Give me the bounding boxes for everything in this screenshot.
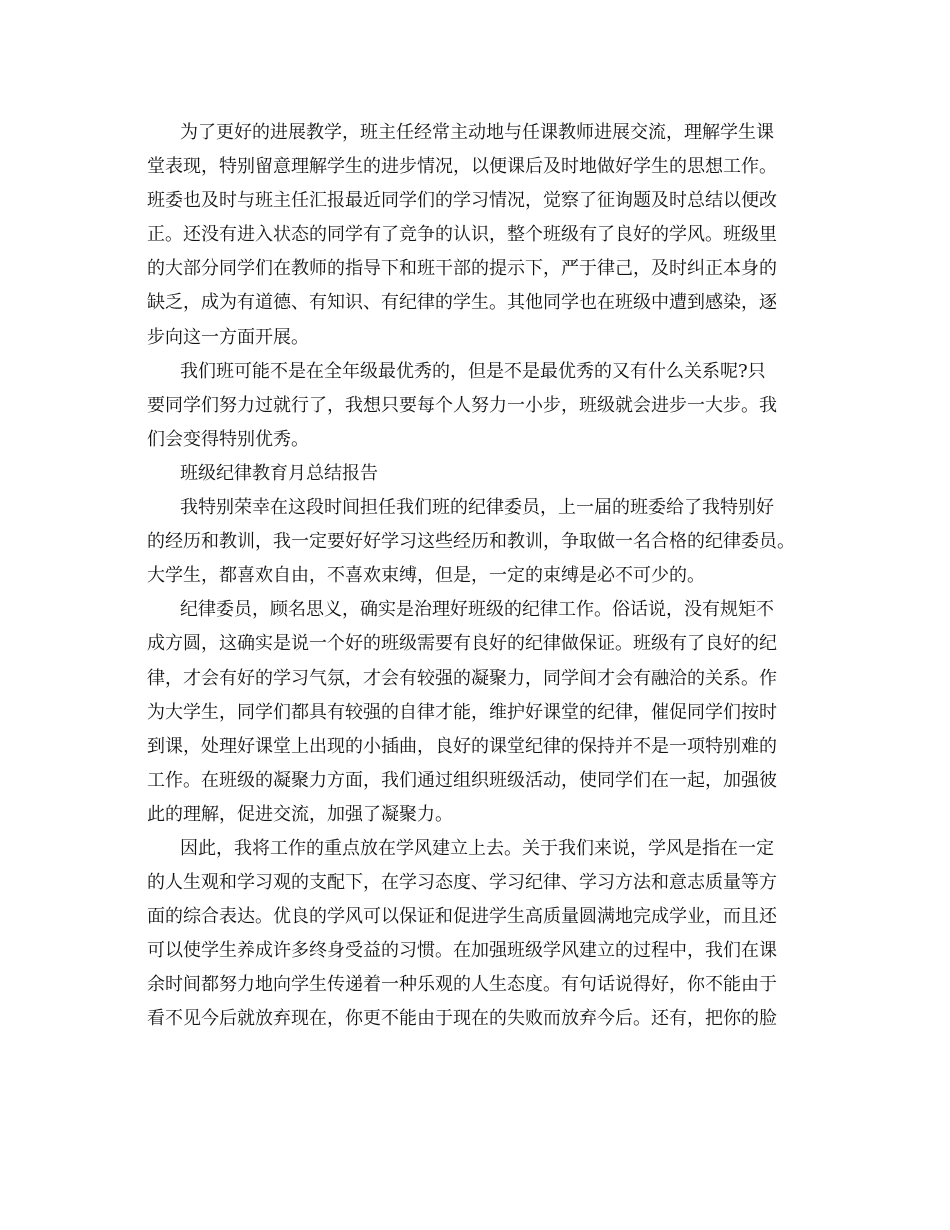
paragraph-first-line: 为了更好的进展教学，班主任经常主动地与任课教师进展交流，理解学生课 xyxy=(180,122,774,143)
text-line: 堂表现，特别留意理解学生的进步情况，以便课后及时地做好学生的思想工作。 xyxy=(147,156,777,178)
text-line: 余时间都努力地向学生传递着一种乐观的人生态度。有句话说得好，你不能由于 xyxy=(147,974,777,996)
text-line: 成方圆，这确实是说一个好的班级需要有良好的纪律做保证。班级有了良好的纪 xyxy=(147,633,777,655)
text-line: 面的综合表达。优良的学风可以保证和促进学生高质量圆满地完成学业，而且还 xyxy=(147,906,777,928)
paragraph-first-line: 纪律委员，顾名思义，确实是治理好班级的纪律工作。俗话说，没有规矩不 xyxy=(180,599,774,621)
text-line: 缺乏，成为有道德、有知识、有纪律的学生。其他同学也在班级中遭到感染，逐 xyxy=(147,292,777,314)
text-line: 工作。在班级的凝聚力方面，我们通过组织班级活动，使同学们在一起，加强彼 xyxy=(147,769,777,791)
text-line: 的人生观和学习观的支配下，在学习态度、学习纪律、学习方法和意志质量等方 xyxy=(147,872,777,894)
text-line: 为大学生，同学们都具有较强的自律才能，维护好课堂的纪律，催促同学们按时 xyxy=(147,701,777,723)
text-line: 步向这一方面开展。 xyxy=(147,326,309,348)
text-line: 此的理解，促进交流，加强了凝聚力。 xyxy=(147,803,453,825)
text-line: 正。还没有进入状态的同学有了竞争的认识，整个班级有了良好的学风。班级里 xyxy=(147,224,777,246)
text-line: 的经历和教训，我一定要好好学习这些经历和教训，争取做一名合格的纪律委员。 xyxy=(147,531,795,553)
paragraph-first-line: 因此，我将工作的重点放在学风建立上去。关于我们来说，学风是指在一定 xyxy=(180,837,774,859)
paragraph-first-line: 我特别荣幸在这段时间担任我们班的纪律委员，上一届的班委给了我特别好 xyxy=(180,497,774,519)
paragraph-first-line: 班级纪律教育月总结报告 xyxy=(180,462,378,484)
text-line: 的大部分同学们在教师的指导下和班干部的提示下，严于律己，及时纠正本身的 xyxy=(147,258,777,280)
text-line: 们会变得特别优秀。 xyxy=(147,428,309,450)
text-line: 看不见今后就放弃现在，你更不能由于现在的失败而放弃今后。还有，把你的脸 xyxy=(147,1008,777,1030)
text-line: 可以使学生养成许多终身受益的习惯。在加强班级学风建立的过程中，我们在课 xyxy=(147,940,777,962)
document-body xyxy=(147,116,807,1037)
text-line: 大学生，都喜欢自由，不喜欢束缚，但是，一定的束缚是必不可少的。 xyxy=(147,565,705,587)
text-line: 律，才会有好的学习气氛，才会有较强的凝聚力，同学间才会有融洽的关系。作 xyxy=(147,667,777,689)
text-line: 到课，处理好课堂上出现的小插曲，良好的课堂纪律的保持并不是一项特别难的 xyxy=(147,735,777,757)
text-line: 班委也及时与班主任汇报最近同学们的学习情况，觉察了征询题及时总结以便改 xyxy=(147,190,777,212)
paragraph-first-line: 我们班可能不是在全年级最优秀的，但是不是最优秀的又有什么关系呢?只 xyxy=(180,360,766,382)
text-line: 要同学们努力过就行了，我想只要每个人努力一小步，班级就会进步一大步。我 xyxy=(147,394,777,416)
